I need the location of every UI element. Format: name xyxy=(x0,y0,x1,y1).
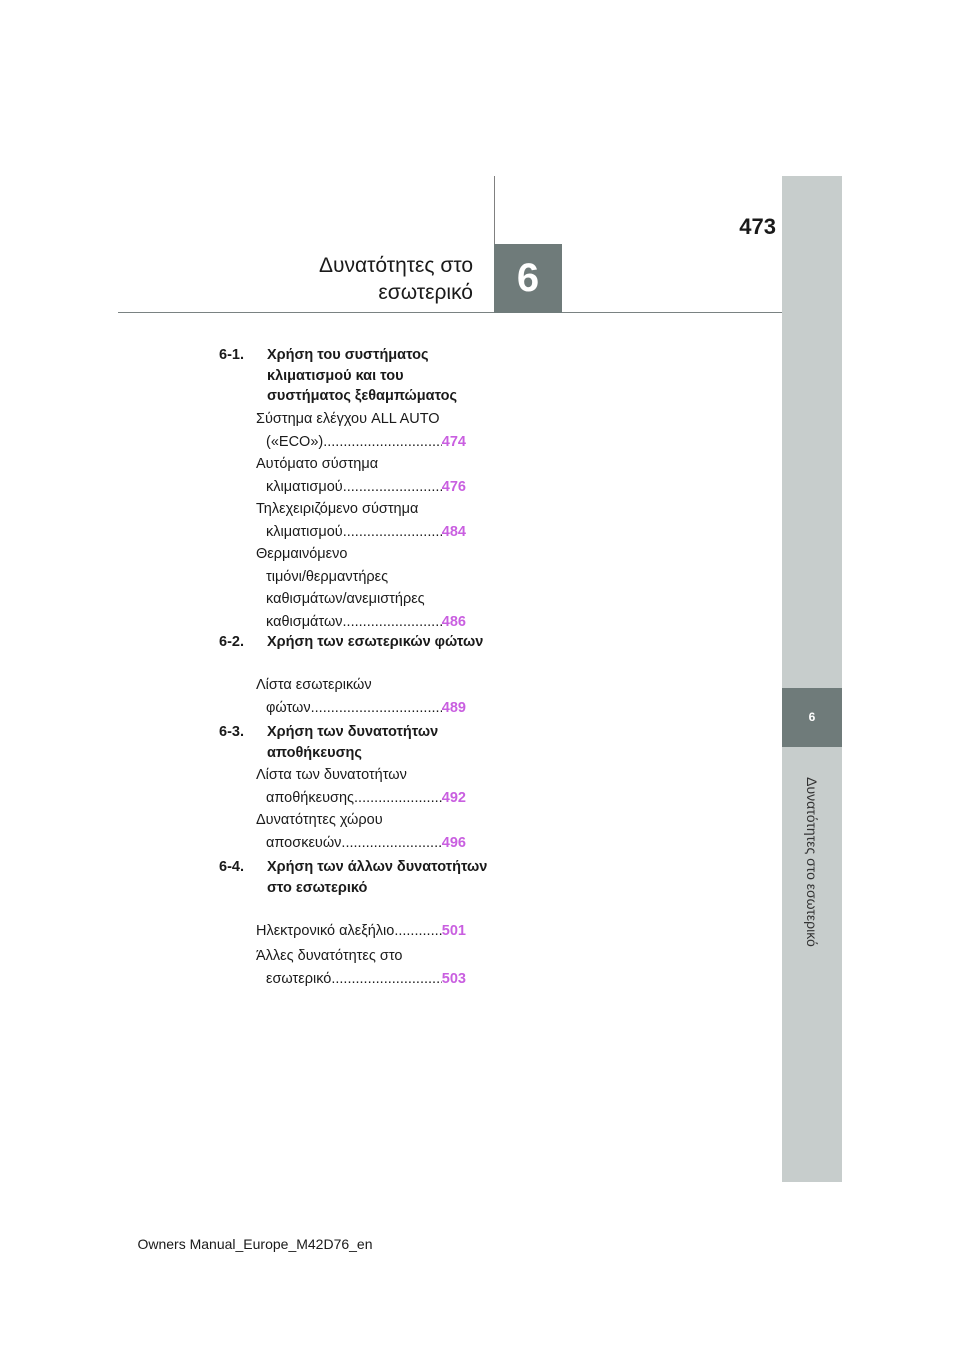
entry-text: Αυτόματο σύστημα xyxy=(256,456,379,472)
page-link[interactable]: 503 xyxy=(441,970,466,987)
toc-section-6-4[interactable] xyxy=(219,857,489,898)
entry-text: Δυνατότητες χώρου xyxy=(256,812,383,828)
section-title: Χρήση του συστήματος κλιματισμού και του συστήματος ξεθαμπώματος xyxy=(267,347,458,404)
entry-text: Θερμαινόμενο xyxy=(256,546,348,562)
entry-text: αποθήκευσης xyxy=(266,789,355,806)
entry-text: καθισμάτων xyxy=(266,613,343,630)
page-link[interactable]: 501 xyxy=(441,923,466,939)
chapter-number-box: 6 xyxy=(494,244,562,313)
entry-text: Άλλες δυνατότητες στο xyxy=(256,948,403,964)
entry-text: Λίστα εσωτερικών xyxy=(256,677,372,693)
toc-section-6-2[interactable] xyxy=(219,632,489,653)
section-number: 6-3. xyxy=(219,724,244,740)
page-link[interactable]: 496 xyxy=(441,834,466,851)
section-title: Χρήση των δυνατοτήτων αποθήκευσης xyxy=(267,724,439,761)
entry-text: αποσκευών xyxy=(266,834,342,851)
entry-text: φώτων xyxy=(266,699,311,716)
section-title: Χρήση των άλλων δυνατοτήτων στο εσωτερικό xyxy=(267,859,488,896)
chapter-title-line1: Δυνατότητες στο xyxy=(318,254,473,277)
entry-text: («ECO») xyxy=(266,433,324,450)
entry-text: Σύστημα ελέγχου ALL AUTO xyxy=(256,411,440,427)
section-number: 6-2. xyxy=(219,634,244,650)
toc-section-6-1[interactable] xyxy=(219,345,489,407)
page-link[interactable]: 474 xyxy=(441,433,466,450)
section-number: 6-1. xyxy=(219,347,244,363)
entry-text: καθισμάτων/ανεμιστήρες xyxy=(266,591,425,607)
entry-text: κλιματισμού xyxy=(266,478,343,495)
side-tab-label: Δυνατότητες στο εσωτερικό xyxy=(804,777,820,947)
page-link[interactable]: 476 xyxy=(441,478,466,495)
entry-text: Λίστα των δυνατοτήτων xyxy=(256,767,407,783)
toc-entry[interactable] xyxy=(256,945,466,990)
page-link[interactable]: 492 xyxy=(441,789,466,806)
page-number: 473 xyxy=(739,214,776,239)
chapter-title xyxy=(319,252,473,306)
page-link[interactable]: 489 xyxy=(441,699,466,716)
chapter-title-line2: εσωτερικό xyxy=(378,281,473,304)
entry-text: Ηλεκτρονικό αλεξήλιο xyxy=(256,923,395,939)
toc-entry[interactable] xyxy=(256,674,466,719)
toc-entry[interactable] xyxy=(256,498,466,543)
side-tab xyxy=(782,176,842,1182)
entry-text: τιμόνι/θερμαντήρες xyxy=(266,568,389,585)
toc-entry[interactable] xyxy=(256,453,466,498)
section-number: 6-4. xyxy=(219,859,244,875)
entry-text: Τηλεχειριζόμενο σύστημα xyxy=(256,501,419,517)
toc-entry[interactable] xyxy=(256,809,466,854)
entry-text: κλιματισμού xyxy=(266,523,343,540)
side-tab-number: 6 xyxy=(782,688,842,747)
toc-entry[interactable] xyxy=(256,408,466,453)
toc-entry[interactable] xyxy=(256,920,466,943)
entry-text: εσωτερικό xyxy=(266,970,332,987)
toc-entry[interactable] xyxy=(256,764,466,809)
header-horizontal-rule xyxy=(118,312,782,313)
section-title: Χρήση των εσωτερικών φώτων xyxy=(267,634,484,650)
toc-entry[interactable] xyxy=(256,543,466,633)
page-link[interactable]: 484 xyxy=(441,523,466,540)
page-link[interactable]: 486 xyxy=(441,613,466,630)
toc-section-6-3[interactable] xyxy=(219,722,489,763)
footer-document-id: Owners Manual_Europe_M42D76_en xyxy=(137,1236,373,1252)
